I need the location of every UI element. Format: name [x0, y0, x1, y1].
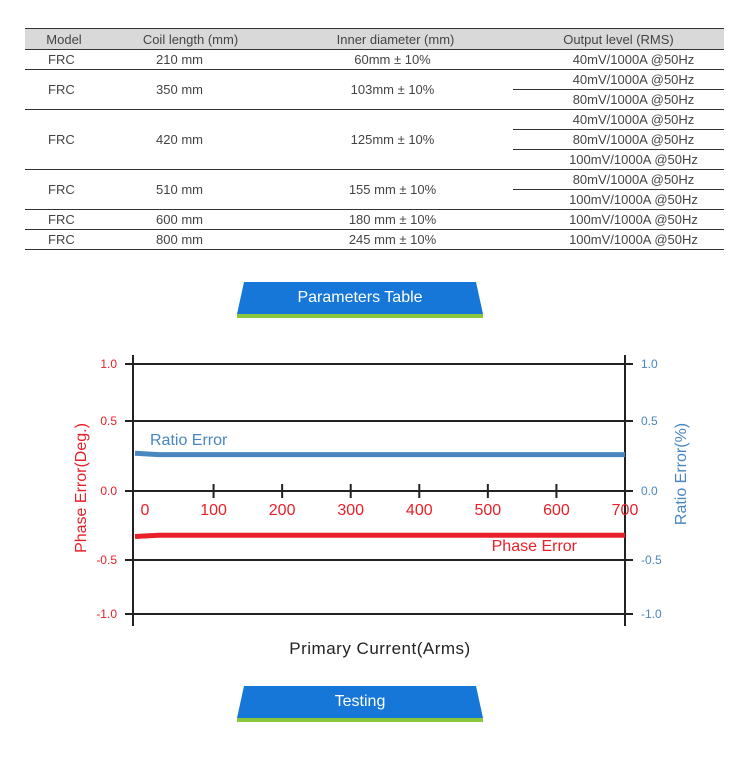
cell-output-level: 40mV/1000A @50Hz — [513, 110, 724, 130]
phase-error-label: Phase Error — [491, 538, 577, 555]
y-right-tick-label: 0.0 — [641, 484, 658, 498]
y-right-tick-label: 0.5 — [641, 414, 658, 428]
y-left-tick-label: 0.5 — [100, 414, 117, 428]
x-tick-label: 700 — [611, 502, 639, 519]
x-tick-label: 200 — [268, 502, 296, 519]
header-model: Model — [25, 29, 103, 50]
banner-accent-stripe — [237, 718, 483, 722]
table-row — [25, 50, 724, 70]
y-right-axis-title: Ratio Error(%) — [673, 422, 690, 526]
cell-inner-diameter: 180 mm ± 10% — [278, 210, 513, 230]
cell-model: FRC — [25, 70, 103, 110]
cell-output-level: 80mV/1000A @50Hz — [513, 170, 724, 190]
phase-error-line — [135, 535, 625, 536]
table-row — [25, 170, 724, 190]
cell-output-level: 80mV/1000A @50Hz — [513, 90, 724, 110]
cell-model: FRC — [25, 110, 103, 170]
cell-model: FRC — [25, 170, 103, 210]
table-row — [25, 230, 724, 250]
y-left-axis-title: Phase Error(Deg.) — [73, 423, 90, 553]
cell-inner-diameter: 245 mm ± 10% — [278, 230, 513, 250]
header-coil-length: Coil length (mm) — [103, 29, 278, 50]
cell-model: FRC — [25, 230, 103, 250]
y-right-tick-label: -0.5 — [641, 553, 662, 567]
x-tick-label: 100 — [200, 502, 227, 519]
cell-coil-length: 210 mm — [103, 50, 278, 70]
cell-output-level: 40mV/1000A @50Hz — [513, 70, 724, 90]
cell-inner-diameter: 60mm ± 10% — [278, 50, 513, 70]
header-output-level: Output level (RMS) — [513, 29, 724, 50]
cell-output-level: 100mV/1000A @50Hz — [513, 230, 724, 250]
x-tick-label: 600 — [543, 502, 570, 519]
cell-coil-length: 510 mm — [103, 170, 278, 210]
y-right-tick-label: -1.0 — [641, 607, 662, 621]
x-axis-title: Primary Current(Arms) — [289, 639, 471, 658]
table-header-row — [25, 29, 724, 50]
header-inner-diameter: Inner diameter (mm) — [278, 29, 513, 50]
cell-inner-diameter: 155 mm ± 10% — [278, 170, 513, 210]
x-tick-label: 500 — [474, 502, 502, 519]
cell-output-level: 100mV/1000A @50Hz — [513, 150, 724, 170]
y-left-tick-label: -0.5 — [96, 553, 117, 567]
y-left-tick-label: -1.0 — [96, 607, 117, 621]
cell-coil-length: 350 mm — [103, 70, 278, 110]
cell-model: FRC — [25, 210, 103, 230]
ratio-error-line — [135, 453, 625, 454]
cell-inner-diameter: 103mm ± 10% — [278, 70, 513, 110]
y-left-tick-label: 0.0 — [100, 484, 117, 498]
ratio-error-label: Ratio Error — [150, 432, 228, 449]
error-chart — [0, 340, 750, 670]
cell-output-level: 80mV/1000A @50Hz — [513, 130, 724, 150]
cell-coil-length: 800 mm — [103, 230, 278, 250]
x-tick-label: 300 — [337, 502, 365, 519]
y-left-tick-label: 1.0 — [100, 357, 117, 371]
banner-accent-stripe — [237, 314, 483, 318]
y-right-tick-label: 1.0 — [641, 357, 658, 371]
cell-output-level: 100mV/1000A @50Hz — [513, 210, 724, 230]
banner-title: Parameters Table — [297, 289, 423, 306]
cell-output-level: 100mV/1000A @50Hz — [513, 190, 724, 210]
cell-output-level: 40mV/1000A @50Hz — [513, 50, 724, 70]
parameters-table — [25, 28, 724, 250]
banner-title: Testing — [334, 693, 386, 710]
cell-inner-diameter: 125mm ± 10% — [278, 110, 513, 170]
table-row — [25, 110, 724, 130]
cell-coil-length: 600 mm — [103, 210, 278, 230]
table-row — [25, 70, 724, 90]
table-row — [25, 210, 724, 230]
parameters-table-banner — [237, 282, 483, 318]
x-tick-label: 400 — [405, 502, 433, 519]
cell-model: FRC — [25, 50, 103, 70]
testing-banner — [237, 686, 483, 722]
x-tick-label: 0 — [140, 502, 150, 519]
cell-coil-length: 420 mm — [103, 110, 278, 170]
